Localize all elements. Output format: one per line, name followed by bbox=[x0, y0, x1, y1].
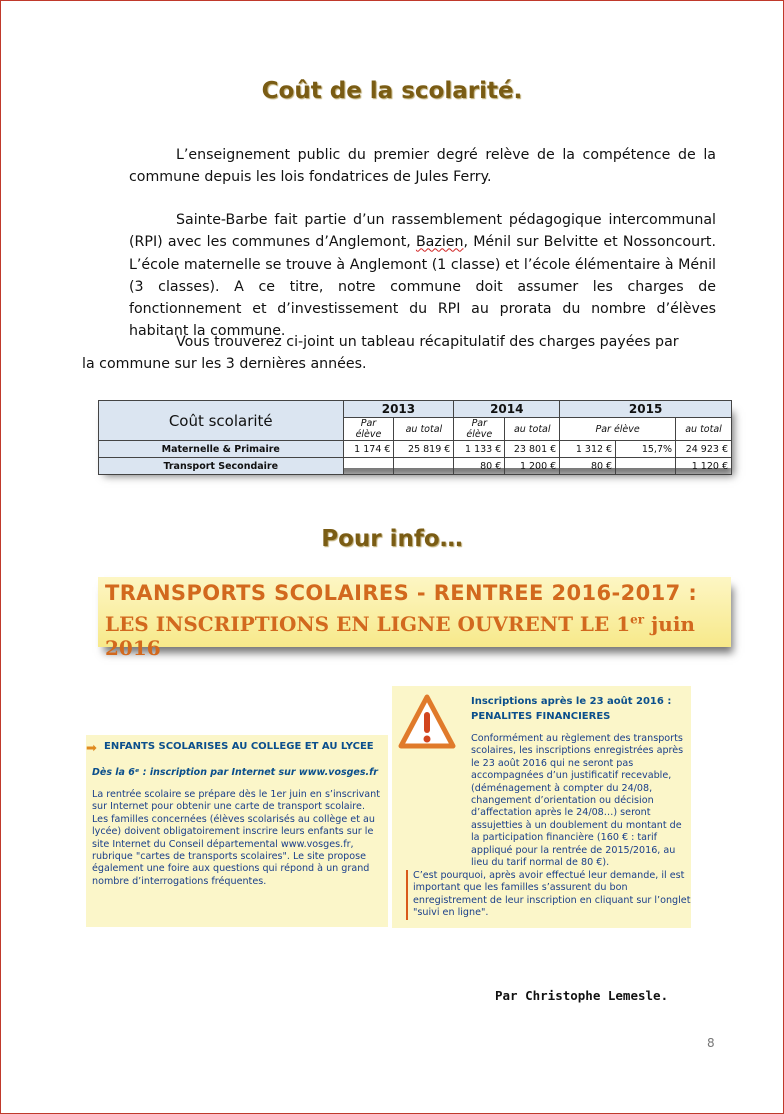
penalty-heading-1: Inscriptions après le 23 août 2016 : bbox=[471, 696, 672, 707]
spellcheck-word: Bazien bbox=[415, 234, 464, 251]
paragraph-2 bbox=[129, 209, 716, 343]
cell: 1 133 € bbox=[454, 441, 505, 458]
author-signature: Par Christophe Lemesle. bbox=[495, 988, 669, 1003]
penalty-info-box bbox=[392, 686, 691, 928]
paragraph-3-text: Vous trouverez ci-joint un tableau récapitulatif des charges payées par la commune sur les 3 dernières années. bbox=[82, 334, 679, 373]
col-total-2013: au total bbox=[394, 418, 454, 441]
banner-line-2a: LES INSCRIPTIONS EN LIGNE OUVRENT LE 1 bbox=[105, 612, 631, 636]
college-info-box bbox=[86, 735, 388, 927]
banner-sup: er bbox=[630, 612, 645, 627]
col-per-2014: Par élève bbox=[454, 418, 505, 441]
col-total-2014: au total bbox=[505, 418, 560, 441]
transport-banner bbox=[98, 577, 731, 660]
warning-icon bbox=[398, 694, 456, 752]
penalty-heading-2: PENALITES FINANCIERES bbox=[471, 711, 611, 722]
penalty-body: Conformément au règlement des transports scolaires, les inscriptions enregistrées après le 23 août 2016 qui ne seront pas accompagnées d’un justificatif recevable, (déménagement à compter du 24/08, changement d’orientation ou décision d’affectation après le 24/08…) seront assujetties à un doublement du montant de la participation financière (160 € : tarif appliqué pour la rentrée de 2015/2016, au lieu du tarif normal de 80 €). bbox=[471, 733, 684, 869]
cell: 1 312 € bbox=[560, 441, 616, 458]
row-label: Transport Secondaire bbox=[99, 458, 344, 475]
cell bbox=[616, 458, 676, 475]
page-title: Coût de la scolarité. bbox=[261, 78, 523, 104]
college-body: La rentrée scolaire se prépare dès le 1er juin en s’inscrivant sur Internet pour obtenir une carte de transport scolaire. Les familles concernées (élèves scolarisés au collège et au lycée) doivent obligatoirement inscrire leurs enfants sur le site Internet du Conseil départemental www.vosges.fr, rubrique "cartes de transports scolaires". Le site propose également une foire aux questions qui répond à un grand nombre d’interrogations fréquentes. bbox=[92, 789, 381, 887]
cost-table bbox=[98, 400, 732, 475]
year-2015: 2015 bbox=[560, 401, 732, 418]
cell: 80 € bbox=[560, 458, 616, 475]
college-heading: ENFANTS SCOLARISES AU COLLEGE ET AU LYCEE bbox=[104, 741, 374, 752]
cell: 25 819 € bbox=[394, 441, 454, 458]
cell: 1 174 € bbox=[343, 441, 394, 458]
cell: 15,7% bbox=[616, 441, 676, 458]
col-per-2015: Par élève bbox=[560, 418, 676, 441]
table-caption: Coût scolarité bbox=[99, 401, 344, 441]
cell: 1 120 € bbox=[676, 458, 732, 475]
table-row bbox=[99, 441, 732, 458]
paragraph-1-text: L’enseignement public du premier degré relève de la compétence de la commune depuis les lois fondatrices de Jules Ferry. bbox=[129, 147, 716, 186]
cell bbox=[394, 458, 454, 475]
banner-line-2b: juin 2016 bbox=[105, 612, 695, 660]
row-label: Maternelle & Primaire bbox=[99, 441, 344, 458]
paragraph-1 bbox=[129, 144, 716, 189]
cell: 80 € bbox=[454, 458, 505, 475]
col-total-2015: au total bbox=[676, 418, 732, 441]
table-row bbox=[99, 458, 732, 475]
page-number: 8 bbox=[707, 1036, 715, 1050]
cell bbox=[343, 458, 394, 475]
college-subheading: Dès la 6ᵉ : inscription par Internet sur www.vosges.fr bbox=[92, 767, 378, 778]
info-heading: Pour info… bbox=[321, 526, 463, 552]
arrow-right-icon: ➡ bbox=[86, 741, 97, 756]
year-2013: 2013 bbox=[343, 401, 454, 418]
cell: 23 801 € bbox=[505, 441, 560, 458]
paragraph-2-text-b: , Ménil sur Belvitte et Nossoncourt. L’école maternelle se trouve à Anglemont (1 classe) et l’école élémentaire à Ménil (3 classes). A ce titre, notre commune doit assumer les charges de fonctionnement et d’investissement du RPI au prorata du nombre d’élèves habitant la commune. bbox=[129, 234, 717, 340]
cell: 1 200 € bbox=[505, 458, 560, 475]
banner-line-1: TRANSPORTS SCOLAIRES - RENTREE 2016-2017 : bbox=[105, 581, 698, 605]
banner-line-2 bbox=[105, 612, 731, 660]
paragraph-3 bbox=[82, 331, 682, 376]
penalty-body-2: C’est pourquoi, après avoir effectué leur demande, il est important que les familles s’assurent du bon enregistrement de leur inscription en cliquant sur l’onglet "suivi en ligne". bbox=[406, 870, 693, 920]
year-2014: 2014 bbox=[454, 401, 560, 418]
cell: 24 923 € bbox=[676, 441, 732, 458]
cost-table-wrapper bbox=[98, 400, 732, 472]
col-per-2013: Par élève bbox=[343, 418, 394, 441]
paragraph-2-text-a: Sainte-Barbe fait partie d’un rassemblement pédagogique intercommunal (RPI) avec les communes d’Anglemont, bbox=[129, 212, 716, 251]
